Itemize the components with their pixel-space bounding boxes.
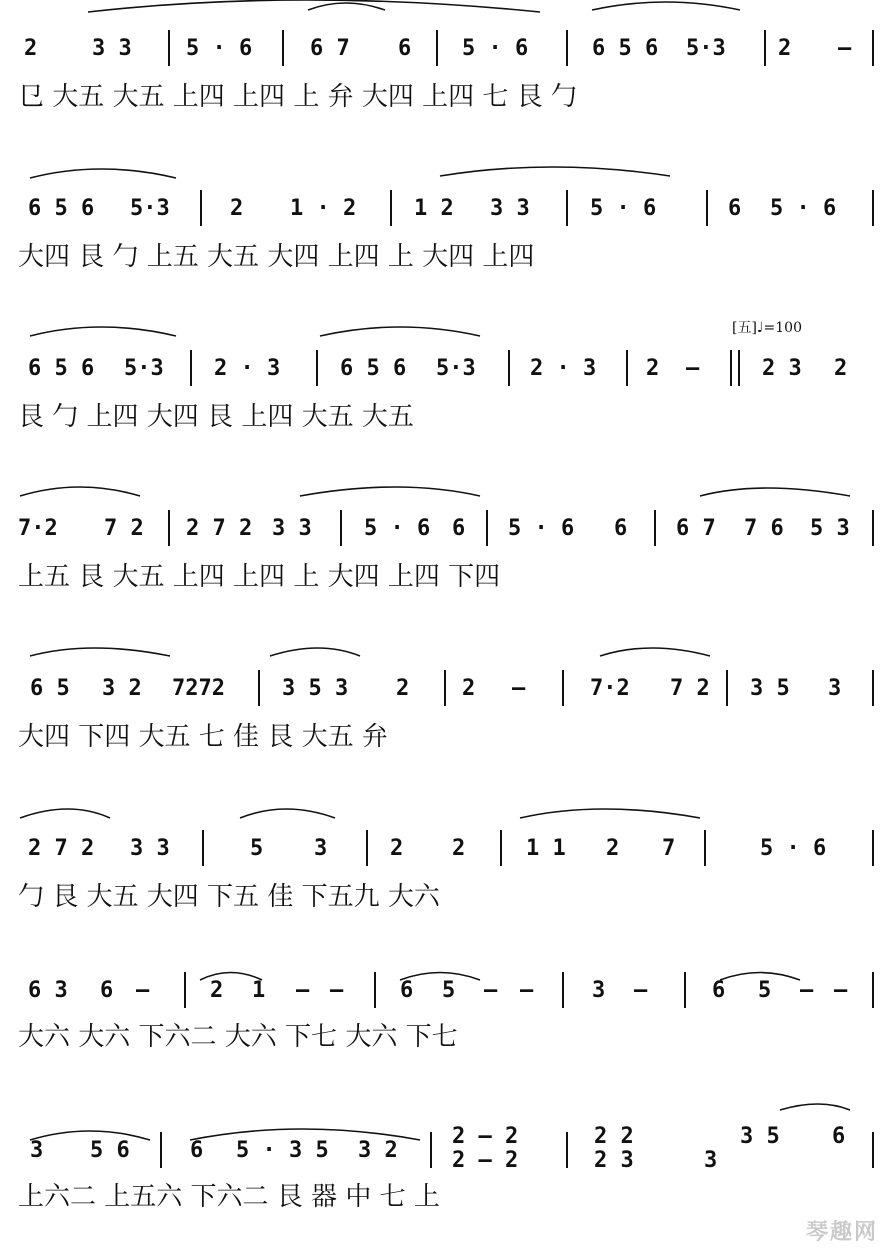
note-3: 7272 (172, 676, 225, 701)
bar-line (200, 190, 202, 226)
bar-line (562, 670, 564, 706)
note-15: 5 (758, 978, 772, 1003)
bar-line (566, 30, 568, 66)
note-11: 5 3 (810, 516, 850, 541)
note-6: 6 (452, 516, 466, 541)
note-2: 5·3 (130, 196, 170, 221)
bar-line (872, 190, 874, 226)
note-4: 3 5 3 (282, 676, 349, 701)
note-5: 5 · 6 (364, 516, 431, 541)
note-4: 6 5 6 (340, 356, 407, 381)
bar-line (366, 830, 368, 866)
watermark: 琴趣网 (805, 1220, 878, 1245)
tablature-text: 大四 艮 勹 上五 大五 大四 上四 上 大四 上四 (18, 242, 535, 272)
note-6: 2 (462, 676, 476, 701)
note-6: 2 · 3 (530, 356, 597, 381)
double-bar-line (730, 350, 740, 386)
tablature-text: 上五 艮 大五 上四 上四 上 大四 上四 下四 (18, 562, 501, 592)
note-3: 6 (190, 1138, 204, 1163)
bar-line (430, 1132, 432, 1168)
note-8: 2 2 (594, 1124, 634, 1149)
note-3: 5 (250, 836, 264, 861)
note-9: 2 (778, 36, 792, 61)
tablature-text: 上六二 上五六 下六二 艮 器 中 七 上 (18, 1182, 440, 1212)
note-4: 3 (314, 836, 328, 861)
note-4: 2 (210, 978, 224, 1003)
note-2: 7 2 (104, 516, 144, 541)
bar-line (202, 830, 204, 866)
note-7: 6 5 6 (592, 36, 659, 61)
note-8: — (686, 356, 700, 381)
bar-line (626, 350, 628, 386)
note-11: 3 5 (740, 1124, 780, 1149)
note-5: 2 (396, 676, 410, 701)
bar-line (282, 30, 284, 66)
bar-line (168, 30, 170, 66)
note-3: 2 · 3 (214, 356, 281, 381)
note-10: 3 (704, 1148, 718, 1173)
bar-line (704, 830, 706, 866)
note-10: 2 (834, 356, 848, 381)
note-1: 2 7 2 (28, 836, 95, 861)
bar-line (184, 972, 186, 1008)
bar-line (654, 510, 656, 546)
note-8: 6 (728, 196, 742, 221)
note-9: 5 · 6 (770, 196, 837, 221)
tablature-text: 大六 大六 下六二 大六 下七 大六 下七 (18, 1022, 458, 1052)
bar-line (340, 510, 342, 546)
note-2: 6 (100, 978, 114, 1003)
note-2: 3 3 (92, 36, 132, 61)
bar-line (168, 510, 170, 546)
bar-line (872, 1132, 874, 1168)
note-9: 7 2 (670, 676, 710, 701)
note-5: 5·3 (436, 356, 476, 381)
bar-line (872, 30, 874, 66)
note-17: — (834, 978, 848, 1003)
bar-line (764, 30, 766, 66)
note-11: — (520, 978, 534, 1003)
note-4: 1 · 2 (290, 196, 357, 221)
bar-line (316, 350, 318, 386)
note-6: 2 (452, 836, 466, 861)
note-6: 5 · 6 (462, 36, 529, 61)
note-14: 6 (712, 978, 726, 1003)
note-6: 3 3 (490, 196, 530, 221)
bar-line (258, 670, 260, 706)
note-8: 7·2 (590, 676, 630, 701)
note-7: — (512, 676, 526, 701)
note-1: 2 (24, 36, 38, 61)
tablature-text: 艮 勹 上四 大四 艮 上四 大五 大五 (18, 402, 414, 432)
note-1: 3 (30, 1138, 44, 1163)
note-5: 1 (252, 978, 266, 1003)
note-1: 7·2 (18, 516, 58, 541)
bar-line (486, 510, 488, 546)
bar-line (436, 30, 438, 66)
bar-line (562, 972, 564, 1008)
note-7: 1 1 (526, 836, 566, 861)
note-10: 7 6 (744, 516, 784, 541)
note-13: — (634, 978, 648, 1003)
bar-line (160, 1132, 162, 1168)
note-7: 2 — 2 (452, 1148, 519, 1173)
bar-line (566, 1132, 568, 1168)
bar-line (444, 670, 446, 706)
bar-line (872, 510, 874, 546)
note-16: — (800, 978, 814, 1003)
note-2: 3 2 (102, 676, 142, 701)
note-12: 3 (592, 978, 606, 1003)
note-8: 6 (400, 978, 414, 1003)
note-5: 3 2 (358, 1138, 398, 1163)
note-7: 2 (646, 356, 660, 381)
tempo-marking: [五]♩=100 (732, 320, 802, 336)
note-4: 3 3 (272, 516, 312, 541)
tablature-text: 㔾 大五 大五 上四 上四 上 弁 大四 上四 七 艮 勹 (18, 82, 577, 112)
bar-line (872, 972, 874, 1008)
note-1: 6 3 (28, 978, 68, 1003)
note-10: — (838, 36, 852, 61)
note-9: 7 (662, 836, 676, 861)
note-5: 2 (390, 836, 404, 861)
note-3: 2 (230, 196, 244, 221)
note-7: — (330, 978, 344, 1003)
tablature-text: 勹 艮 大五 大四 下五 佳 下五九 大六 (18, 882, 440, 912)
note-6: — (296, 978, 310, 1003)
bar-line (500, 830, 502, 866)
note-10: 5 · 6 (760, 836, 827, 861)
note-1: 6 5 (30, 676, 70, 701)
bar-line (566, 190, 568, 226)
note-11: 3 (828, 676, 842, 701)
bar-line (190, 350, 192, 386)
bar-line (872, 670, 874, 706)
bar-line (706, 190, 708, 226)
bar-line (508, 350, 510, 386)
note-9: 2 3 (762, 356, 802, 381)
bar-line (872, 830, 874, 866)
note-8: 2 (606, 836, 620, 861)
tablature-text: 大四 下四 大五 七 佳 艮 大五 弁 (18, 722, 388, 752)
note-4: 6 7 (310, 36, 350, 61)
note-9: 5 (442, 978, 456, 1003)
note-8: 6 (614, 516, 628, 541)
note-10: 3 5 (750, 676, 790, 701)
note-7: 5 · 6 (508, 516, 575, 541)
note-3: 5 · 6 (186, 36, 253, 61)
note-9: 2 3 (594, 1148, 634, 1173)
note-5: 6 (398, 36, 412, 61)
bar-line (726, 670, 728, 706)
note-2: 5·3 (124, 356, 164, 381)
bar-line (390, 190, 392, 226)
note-2: 3 3 (130, 836, 170, 861)
note-12: 6 (832, 1124, 846, 1149)
bar-line (374, 972, 376, 1008)
note-5: 1 2 (414, 196, 454, 221)
note-1: 6 5 6 (28, 356, 95, 381)
note-8: 5·3 (686, 36, 726, 61)
note-4: 5 · 3 5 (236, 1138, 329, 1163)
bar-line (684, 972, 686, 1008)
note-7: 5 · 6 (590, 196, 657, 221)
note-10: — (484, 978, 498, 1003)
note-9: 6 7 (676, 516, 716, 541)
note-1: 6 5 6 (28, 196, 95, 221)
note-3: 2 7 2 (186, 516, 253, 541)
note-3: — (136, 978, 150, 1003)
note-2: 5 6 (90, 1138, 130, 1163)
note-6: 2 — 2 (452, 1124, 519, 1149)
